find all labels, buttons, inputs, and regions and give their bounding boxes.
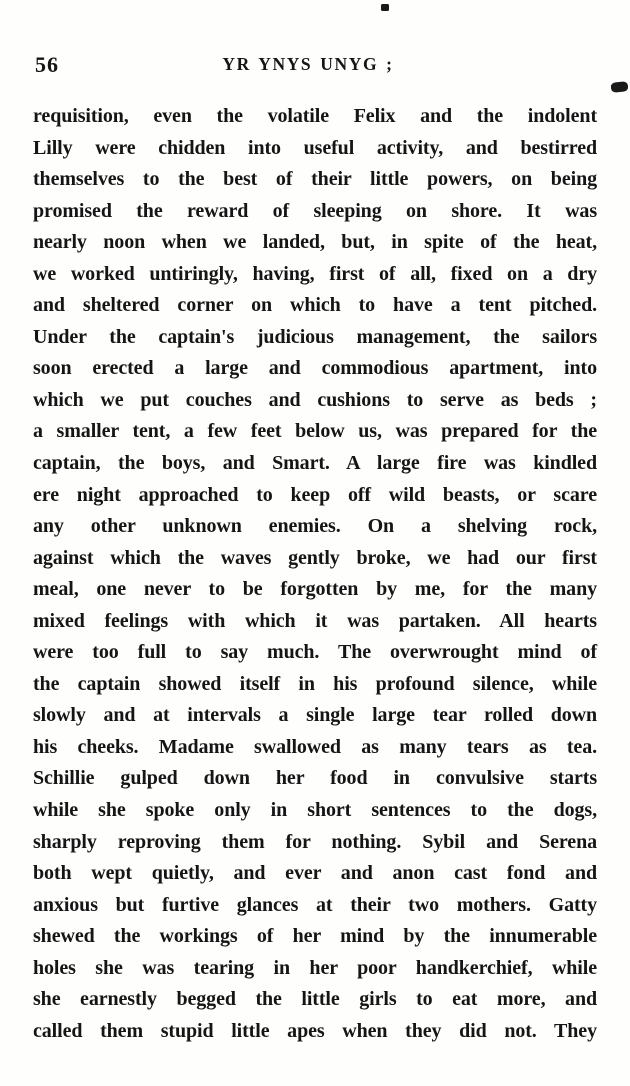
- text-line: captain, the boys, and Smart. A large fire was kindled: [33, 452, 597, 475]
- text-line: holes she was tearing in her poor handkerchief, while: [33, 956, 597, 979]
- text-line: promised the reward of sleeping on shore. It was: [33, 199, 597, 222]
- text-line: Under the captain's judicious management, the sailors: [33, 325, 597, 348]
- top-ink-speck: [381, 4, 389, 11]
- text-line: we worked untiringly, having, first of all, fixed on a dry: [33, 262, 597, 285]
- text-line: any other unknown enemies. On a shelving rock,: [33, 515, 597, 538]
- text-line: Schillie gulped down her food in convulsive starts: [33, 767, 597, 790]
- right-margin-ink-speck: [611, 81, 629, 93]
- text-line: slowly and at intervals a single large tear rolled down: [33, 704, 597, 727]
- body-text-block: [33, 101, 597, 1047]
- text-line: Lilly were chidden into useful activity, and bestirred: [33, 136, 597, 159]
- text-line: themselves to the best of their little powers, on being: [33, 168, 597, 191]
- text-line: the captain showed itself in his profound silence, while: [33, 672, 597, 695]
- text-line: she earnestly begged the little girls to eat more, and: [33, 988, 597, 1011]
- text-line: sharply reproving them for nothing. Sybil and Serena: [33, 830, 597, 853]
- text-line: requisition, even the volatile Felix and the indolent: [33, 105, 597, 127]
- text-line: anxious but furtive glances at their two mothers. Gatty: [33, 893, 597, 916]
- text-line: which we put couches and cushions to serve as beds ;: [33, 388, 597, 411]
- text-line: both wept quietly, and ever and anon cast fond and: [33, 862, 597, 885]
- text-line: shewed the workings of her mind by the innumerable: [33, 925, 597, 948]
- page-number: 56: [35, 52, 59, 77]
- text-line: called them stupid little apes when they did not. They: [33, 1019, 597, 1042]
- running-title: YR YNYS UNYG ;: [222, 54, 394, 74]
- text-line: his cheeks. Madame swallowed as many tears as tea.: [33, 735, 597, 758]
- text-line: against which the waves gently broke, we had our first: [33, 546, 597, 569]
- text-line: nearly noon when we landed, but, in spite of the heat,: [33, 231, 597, 254]
- text-line: were too full to say much. The overwrought mind of: [33, 641, 597, 664]
- text-line: a smaller tent, a few feet below us, was prepared for the: [33, 420, 597, 443]
- text-line: meal, one never to be forgotten by me, for the many: [33, 578, 597, 601]
- text-line: while she spoke only in short sentences to the dogs,: [33, 799, 597, 822]
- text-line: soon erected a large and commodious apartment, into: [33, 357, 597, 380]
- text-line: ere night approached to keep off wild beasts, or scare: [33, 483, 597, 506]
- running-header: [33, 52, 597, 80]
- text-line: mixed feelings with which it was partaken. All hearts: [33, 609, 597, 632]
- text-line: and sheltered corner on which to have a tent pitched.: [33, 294, 597, 317]
